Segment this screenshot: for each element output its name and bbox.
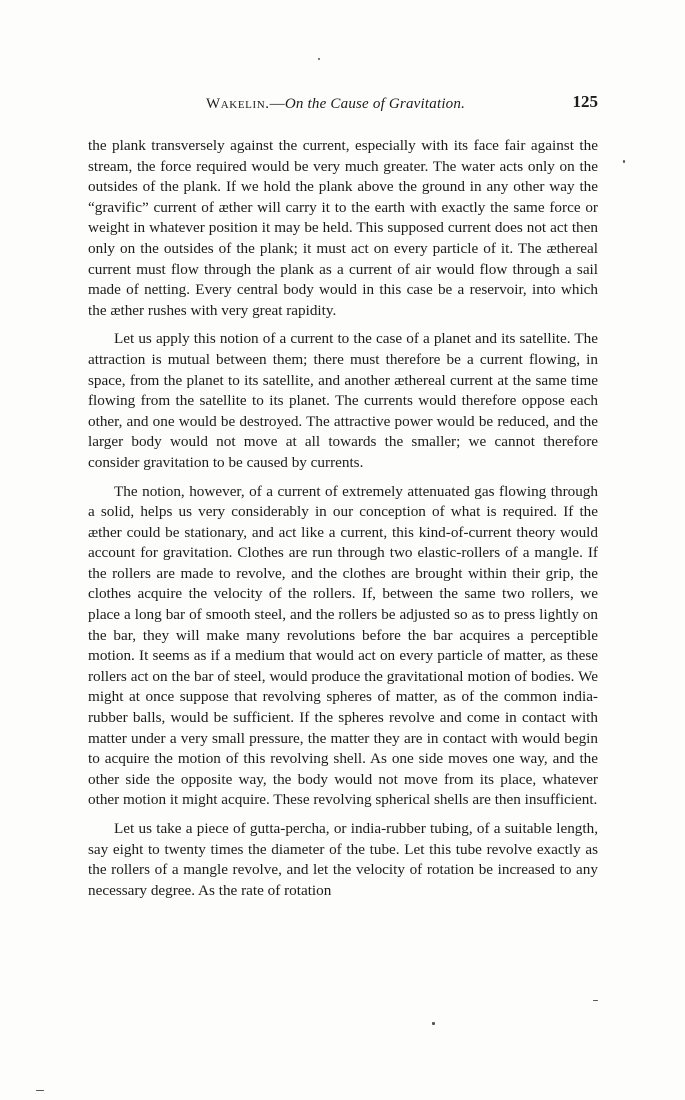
scan-speck (623, 160, 625, 163)
article-body (88, 136, 598, 901)
header-article-title: On the Cause of Gravitation. (284, 96, 466, 112)
scan-speck (593, 1000, 598, 1001)
paragraph-1: the plank transversely against the current, especially with its face fair against the stream, the force required would be very much greater. The water acts only on the outsides of the plank. If we hold the plank above the ground in any other way the “gravific” current of æther will carry it to the earth with exactly the same force or weight in whatever position it may be held. This supposed current does not act then only on the outsides of the plank; it must act on every particle of it. The æthereal current must flow through the plank as a current of air would flow through a sail made of netting. Every central body would in this case be a reservoir, into which the æther rushes with very great rapidity. (88, 137, 598, 319)
paragraph-3: The notion, however, of a current of extremely attenuated gas flowing through a solid, helps us very considerably in our conception of what is required. If the æther could be stationary, and act like a current, this kind-of-current theory would account for gravitation. Clothes are run through two elastic-rollers of a mangle. If the rollers are made to revolve, and the clothes are brought within their grip, the clothes acquire the velocity of the rollers. If, between the same two rollers, we place a long bar of smooth steel, and the rollers be adjusted so as to press lightly on the bar, they will make many revolutions before the bar acquires a perceptible motion. It seems as if a medium that would act on every particle of matter, as these rollers act on the bar of steel, would produce the gravitational motion of bodies. We might at once suppose that revolving spheres of matter, as of the common india-rubber balls, would be sufficient. If the spheres revolve and come in contact with matter under a very small pressure, the matter they are in contact with would begin to acquire the motion of this revolving shell. As one side moves one way, and the other side the opposite way, the body would not move from its place, whatever other motion it might acquire. These revolving spherical shells are then insufficient. (88, 482, 598, 809)
scan-speck (432, 1022, 435, 1025)
running-header (88, 92, 598, 114)
running-title (206, 96, 465, 113)
header-author: Wakelin. (206, 96, 270, 112)
header-dash: — (269, 96, 285, 112)
scan-speck (318, 58, 320, 60)
page-number: 125 (572, 92, 598, 111)
paragraph-4: Let us take a piece of gutta-percha, or india-rubber tubing, of a suitable length, say eight to twenty times the diameter of the tube. Let this tube revolve exactly as the rollers of a mangle revolve, and let the velocity of rotation be increased to any necessary degree. As the rate of rotation (88, 820, 598, 899)
paragraph-2: Let us apply this notion of a current to the case of a planet and its satellite. The attraction is mutual between them; there must therefore be a current flowing, in space, from the planet to its satellite, and another æthereal current at the same time flowing from the satellite to its planet. The currents would therefore oppose each other, and one would be destroyed. The attractive power would be reduced, and the larger body would not move at all towards the smaller; we cannot therefore consider gravitation to be caused by currents. (88, 330, 598, 471)
scan-speck (36, 1090, 44, 1091)
